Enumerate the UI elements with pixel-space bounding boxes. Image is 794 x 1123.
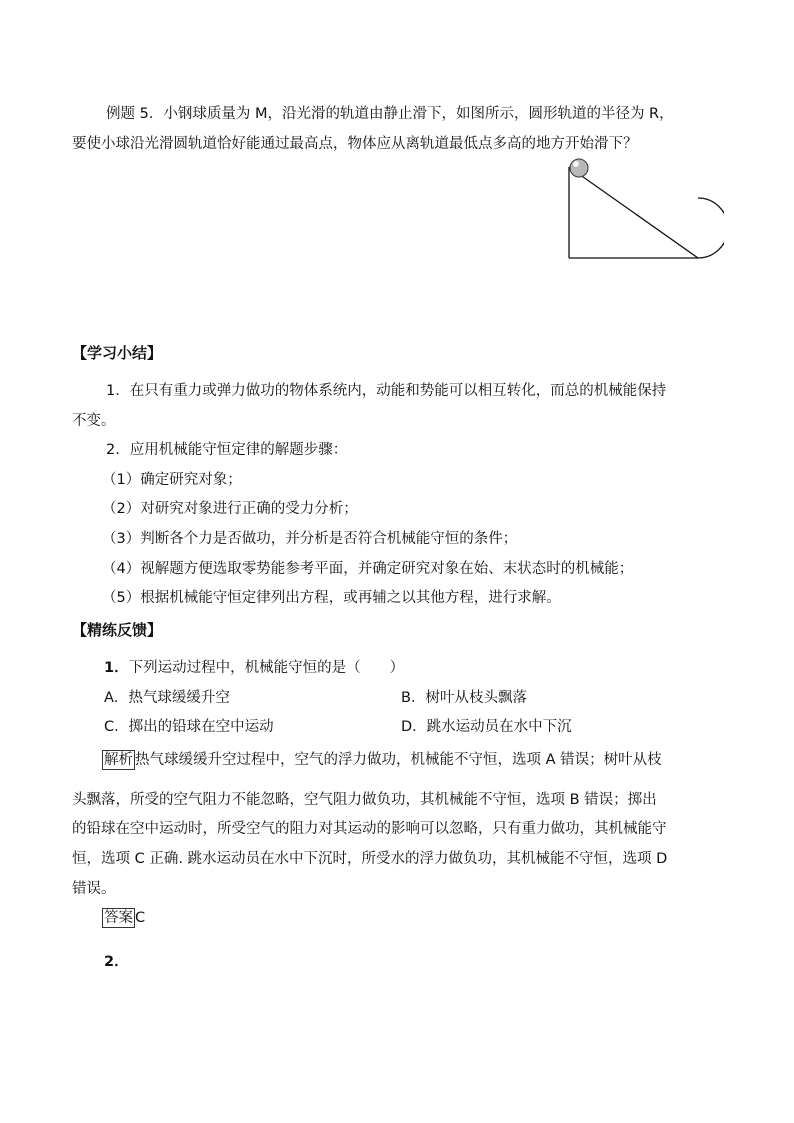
question-1-option-a: A．热气球缓缓升空 bbox=[104, 690, 230, 706]
question-1-number: 1． bbox=[104, 660, 129, 676]
analysis-line-5: 错误。 bbox=[72, 881, 116, 897]
summary-heading: 【学习小结】 bbox=[72, 344, 163, 362]
analysis-line-4: 恒，选项 C 正确. 跳水运动员在水中下沉时，所受水的浮力做负功，其机械能不守恒，选项 D bbox=[72, 851, 668, 867]
question-1-option-d: D．跳水运动员在水中下沉 bbox=[401, 719, 572, 735]
summary-step-5: （5）根据机械能守恒定律列出方程，或再辅之以其他方程，进行求解。 bbox=[102, 590, 561, 606]
summary-point-1-line-1: 1．在只有重力或弹力做功的物体系统内，动能和势能可以相互转化，而总的机械能保持 bbox=[106, 383, 667, 399]
question-1 bbox=[104, 658, 404, 678]
analysis-label: 解析 bbox=[104, 752, 133, 768]
incline-slope bbox=[569, 167, 698, 258]
analysis-text-1: 热气球缓缓升空过程中，空气的浮力做功，机械能不守恒，选项 A 错误；树叶从枝 bbox=[135, 752, 662, 768]
example-line-1: 例题 5．小钢球质量为 M，沿光滑的轨道由静止滑下，如图所示，圆形轨道的半径为 R， bbox=[106, 106, 674, 122]
summary-step-2: （2）对研究对象进行正确的受力分析； bbox=[102, 501, 358, 517]
analysis-line-1 bbox=[102, 750, 662, 770]
example-line-2: 要使小球沿光滑圆轨道恰好能通过最高点，物体应从离轨道最低点多高的地方开始滑下？ bbox=[72, 136, 638, 152]
answer-line bbox=[102, 908, 145, 928]
question-1-option-c: C．掷出的铅球在空中运动 bbox=[104, 719, 274, 735]
question-2-number: 2． bbox=[104, 954, 129, 970]
question-1-stem: 下列运动过程中，机械能守恒的是（ ） bbox=[128, 660, 405, 676]
summary-step-1: （1）确定研究对象； bbox=[102, 472, 242, 488]
track-diagram bbox=[560, 154, 724, 264]
summary-step-3: （3）判断各个力是否做功，并分析是否符合机械能守恒的条件； bbox=[102, 531, 518, 547]
analysis-line-3: 的铅球在空中运动时，所受空气的阻力对其运动的影响可以忽略，只有重力做功，其机械能守 bbox=[72, 821, 667, 837]
summary-step-4: （4）视解题方便选取零势能参考平面，并确定研究对象在始、末状态时的机械能； bbox=[102, 561, 634, 577]
question-1-option-b: B．树叶从枝头飘落 bbox=[401, 690, 527, 706]
answer-label: 答案 bbox=[104, 910, 133, 926]
steel-ball-highlight bbox=[573, 161, 579, 167]
steel-ball bbox=[570, 159, 588, 177]
summary-point-1-line-2: 不变。 bbox=[72, 413, 116, 429]
answer-value: C bbox=[135, 910, 146, 926]
analysis-line-2: 头飘落，所受的空气阻力不能忽略，空气阻力做负功，其机械能不守恒，选项 B 错误；掷出 bbox=[72, 792, 657, 808]
practice-heading: 【精练反馈】 bbox=[72, 621, 163, 639]
circular-loop-track bbox=[698, 198, 724, 258]
summary-point-2: 2．应用机械能守恒定律的解题步骤： bbox=[106, 442, 348, 458]
